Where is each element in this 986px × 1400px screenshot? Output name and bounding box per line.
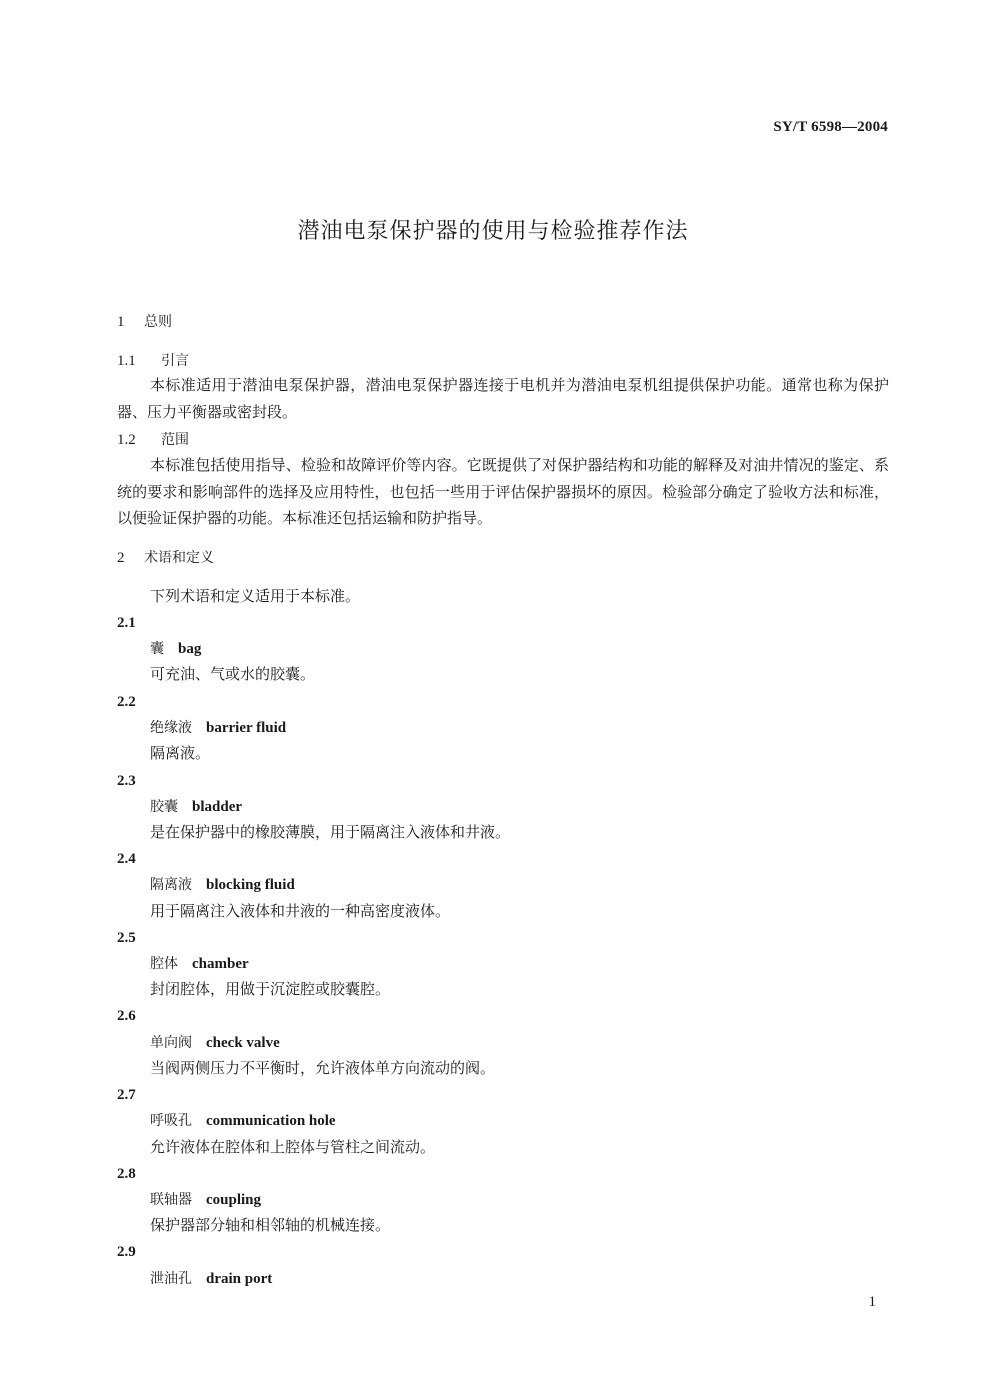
section-2-heading [117,547,889,568]
section-1-2-heading [117,429,889,450]
section-2-intro: 下列术语和定义适用于本标准。 [150,587,361,605]
term-number: 2.9 [117,1244,136,1260]
term-definition: 允许液体在腔体和上腔体与管柱之间流动。 [150,1138,436,1156]
term-zh: 单向阀 [150,1035,192,1051]
term-en: coupling [206,1192,262,1208]
term-definition: 是在保护器中的橡胶薄膜，用于隔离注入液体和井液。 [150,823,511,841]
term-heading [150,953,889,974]
term-en: chamber [192,956,249,972]
term-definition: 保护器部分轴和相邻轴的机械连接。 [150,1216,391,1234]
section-number: 1.2 [117,432,136,448]
term-zh: 泄油孔 [150,1271,192,1287]
term-heading [150,1032,889,1053]
section-number: 2 [117,550,125,566]
term-number: 2.8 [117,1166,136,1182]
term-heading [150,1268,889,1289]
term-zh: 胶囊 [150,799,178,815]
term-zh: 腔体 [150,956,178,972]
term-number: 2.3 [117,773,136,789]
term-heading [150,1110,889,1131]
section-1-1-body: 本标准适用于潜油电泵保护器，潜油电泵保护器连接于电机并为潜油电泵机组提供保护功能。通常也称为保护器、压力平衡器或密封段。 [117,376,889,421]
section-number: 1.1 [117,353,136,369]
term-heading [150,874,889,895]
term-number: 2.7 [117,1087,136,1103]
page-number: 1 [868,1294,876,1310]
term-en: drain port [206,1271,273,1287]
term-en: blocking fluid [206,877,295,893]
term-en: bladder [192,799,243,815]
term-definition: 当阀两侧压力不平衡时，允许液体单方向流动的阀。 [150,1059,496,1077]
term-number: 2.4 [117,851,136,867]
term-definition: 隔离液。 [150,744,211,762]
term-definition: 可充油、气或水的胶囊。 [150,665,316,683]
term-number: 2.2 [117,694,136,710]
term-heading [150,638,889,659]
section-number: 1 [117,314,125,330]
term-definition: 封闭腔体，用做于沉淀腔或胶囊腔。 [150,980,391,998]
section-title: 引言 [161,353,189,369]
term-zh: 呼吸孔 [150,1113,192,1129]
term-zh: 隔离液 [150,877,192,893]
section-title: 总则 [144,314,172,330]
term-number: 2.1 [117,615,136,631]
term-en: communication hole [206,1113,336,1129]
section-1-2-body: 本标准包括使用指导、检验和故障评价等内容。它既提供了对保护器结构和功能的解释及对油井情况的鉴定、系统的要求和影响部件的选择及应用特性，也包括一些用于评估保护器损坏的原因。检验部分确定了验收方法和标准，以便验证保护器的功能。本标准还包括运输和防护指导。 [117,456,889,527]
term-heading [150,796,889,817]
section-1-heading [117,311,889,332]
term-zh: 绝缘液 [150,720,192,736]
term-en: bag [178,641,202,657]
term-zh: 囊 [150,641,164,657]
term-en: barrier fluid [206,720,287,736]
term-number: 2.5 [117,930,136,946]
term-zh: 联轴器 [150,1192,192,1208]
term-definition: 用于隔离注入液体和井液的一种高密度液体。 [150,902,451,920]
term-heading [150,1189,889,1210]
term-number: 2.6 [117,1008,136,1024]
section-1-1-heading [117,350,889,371]
term-heading [150,717,889,738]
document-code: SY/T 6598—2004 [773,119,888,135]
section-title: 术语和定义 [144,550,214,566]
section-title: 范围 [161,432,189,448]
page-title: 潜油电泵保护器的使用与检验推荐作法 [297,219,689,244]
term-en: check valve [206,1035,280,1051]
